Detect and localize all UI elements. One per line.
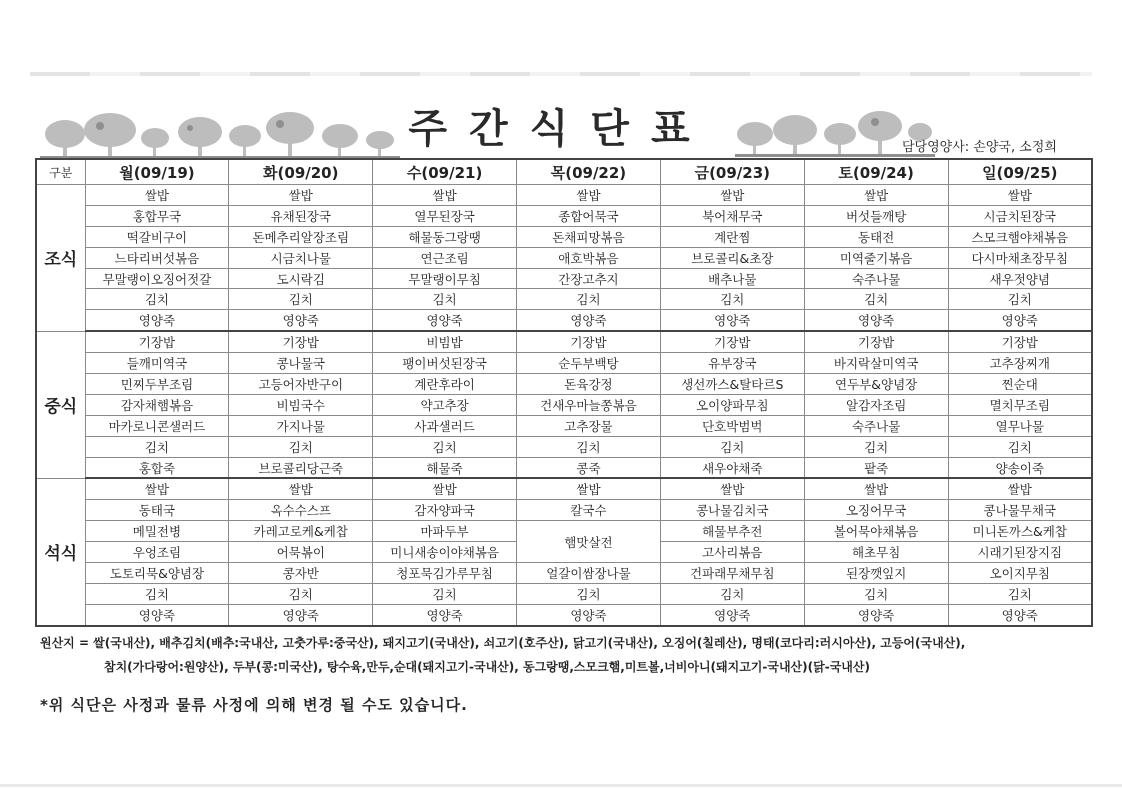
table-row <box>36 415 1092 436</box>
menu-cell: 쌀밥 <box>804 478 948 499</box>
table-row <box>36 185 1092 206</box>
table-row <box>36 500 1092 521</box>
table-row <box>36 583 1092 604</box>
menu-cell: 김치 <box>373 289 517 310</box>
menu-cell: 영양죽 <box>517 604 661 625</box>
menu-cell: 계란후라이 <box>373 374 517 395</box>
menu-cell: 버섯들깨탕 <box>804 205 948 226</box>
menu-cell: 팽이버섯된장국 <box>373 353 517 374</box>
menu-cell: 찐순대 <box>948 374 1092 395</box>
change-notice: *위 식단은 사정과 물류 사정에 의해 변경 될 수도 있습니다. <box>40 696 468 714</box>
menu-cell: 영양죽 <box>373 310 517 331</box>
menu-cell: 쌀밥 <box>373 478 517 499</box>
menu-cell: 영양죽 <box>229 604 373 625</box>
menu-cell: 쌀밥 <box>229 185 373 206</box>
menu-cell: 된장깻잎지 <box>804 563 948 584</box>
meal-label: 중식 <box>36 331 85 478</box>
header-day: 금(09/23) <box>660 159 804 185</box>
menu-cell: 마파두부 <box>373 521 517 542</box>
menu-cell: 쌀밥 <box>948 478 1092 499</box>
menu-cell: 김치 <box>517 289 661 310</box>
menu-cell: 김치 <box>229 583 373 604</box>
menu-cell: 쌀밥 <box>517 478 661 499</box>
page-title: 주간식단표 <box>408 106 712 152</box>
origin-line-1: 원산지 = 쌀(국내산), 배추김치(배추:국내산, 고춧가루:중국산), 돼지고기(국내산), 쇠고기(호주산), 닭고기(국내산), 오징어(칠레산), 명태(코다리:러시아산), 고등어(국내산), <box>40 636 966 650</box>
menu-cell: 우엉조림 <box>85 542 229 563</box>
menu-cell: 쌀밥 <box>373 185 517 206</box>
menu-cell: 배추나물 <box>660 268 804 289</box>
menu-cell: 오이양파무침 <box>660 394 804 415</box>
menu-cell: 기장밥 <box>517 331 661 352</box>
menu-cell: 돈육강정 <box>517 374 661 395</box>
menu-cell: 김치 <box>517 436 661 457</box>
menu-cell: 콩나물국 <box>229 353 373 374</box>
menu-cell: 숙주나물 <box>804 415 948 436</box>
menu-cell: 기장밥 <box>804 331 948 352</box>
menu-cell: 기장밥 <box>229 331 373 352</box>
menu-cell: 김치 <box>373 583 517 604</box>
menu-cell: 쌀밥 <box>517 185 661 206</box>
menu-cell: 비빔국수 <box>229 394 373 415</box>
menu-cell: 김치 <box>660 289 804 310</box>
table-row <box>36 436 1092 457</box>
menu-cell: 고추장물 <box>517 415 661 436</box>
menu-cell: 도시락김 <box>229 268 373 289</box>
menu-cell: 감자양파국 <box>373 500 517 521</box>
menu-cell: 홍합죽 <box>85 457 229 478</box>
menu-cell: 김치 <box>804 436 948 457</box>
menu-cell: 감자채햄볶음 <box>85 394 229 415</box>
menu-cell: 영양죽 <box>229 310 373 331</box>
menu-cell: 다시마채초장무침 <box>948 247 1092 268</box>
menu-cell: 열무나물 <box>948 415 1092 436</box>
dietitian-label: 담당영양사: 손양국, 소정희 <box>902 140 1057 155</box>
menu-cell: 영양죽 <box>804 604 948 625</box>
table-row <box>36 457 1092 478</box>
menu-cell: 김치 <box>948 436 1092 457</box>
menu-cell: 미니돈까스&케찹 <box>948 521 1092 542</box>
menu-cell: 쌀밥 <box>85 478 229 499</box>
menu-cell: 마카로니콘샐러드 <box>85 415 229 436</box>
table-row <box>36 604 1092 625</box>
menu-cell: 김치 <box>804 289 948 310</box>
menu-cell: 새우야채죽 <box>660 457 804 478</box>
header-day: 수(09/21) <box>373 159 517 185</box>
menu-cell: 계란찜 <box>660 226 804 247</box>
menu-cell: 팥죽 <box>804 457 948 478</box>
menu-cell: 건새우마늘쫑볶음 <box>517 394 661 415</box>
menu-cell: 기장밥 <box>85 331 229 352</box>
menu-cell: 해초무침 <box>804 542 948 563</box>
menu-cell: 영양죽 <box>948 310 1092 331</box>
menu-cell: 영양죽 <box>660 604 804 625</box>
menu-cell: 쌀밥 <box>660 478 804 499</box>
menu-cell: 김치 <box>517 583 661 604</box>
menu-cell: 쌀밥 <box>660 185 804 206</box>
menu-cell: 어묵볶이 <box>229 542 373 563</box>
menu-cell: 연두부&양념장 <box>804 374 948 395</box>
weekly-menu-table <box>35 158 1093 627</box>
menu-cell: 도토리묵&양념장 <box>85 563 229 584</box>
header-gubun: 구분 <box>36 159 85 185</box>
header-day: 목(09/22) <box>517 159 661 185</box>
bottom-divider <box>0 784 1122 787</box>
menu-cell: 쌀밥 <box>229 478 373 499</box>
menu-cell: 숙주나물 <box>804 268 948 289</box>
menu-cell: 열무된장국 <box>373 205 517 226</box>
menu-cell: 가지나물 <box>229 415 373 436</box>
menu-cell: 김치 <box>229 289 373 310</box>
menu-cell: 건파래무채무침 <box>660 563 804 584</box>
meal-label: 석식 <box>36 478 85 625</box>
menu-cell: 쌀밥 <box>948 185 1092 206</box>
menu-cell: 김치 <box>660 436 804 457</box>
menu-cell: 유부장국 <box>660 353 804 374</box>
menu-cell: 양송이죽 <box>948 457 1092 478</box>
trees-decoration-icon <box>40 112 400 160</box>
menu-cell: 쌀밥 <box>804 185 948 206</box>
menu-cell: 애호박볶음 <box>517 247 661 268</box>
table-row <box>36 268 1092 289</box>
menu-cell: 김치 <box>948 583 1092 604</box>
menu-cell: 동태전 <box>804 226 948 247</box>
menu-cell: 김치 <box>85 583 229 604</box>
menu-cell: 연근조림 <box>373 247 517 268</box>
menu-cell: 영양죽 <box>85 604 229 625</box>
menu-cell: 기장밥 <box>660 331 804 352</box>
menu-cell: 유채된장국 <box>229 205 373 226</box>
menu-cell: 영양죽 <box>804 310 948 331</box>
table-row <box>36 374 1092 395</box>
menu-cell: 고추장찌개 <box>948 353 1092 374</box>
menu-cell: 콩나물무채국 <box>948 500 1092 521</box>
menu-cell: 떡갈비구이 <box>85 226 229 247</box>
origin-line-2: 참치(가다랑어:원양산), 두부(콩:미국산), 탕수육,만두,순대(돼지고기-국내산), 동그랑땡,스모크햄,미트볼,너비아니(돼지고기-국내산)(닭-국내산) <box>104 660 870 674</box>
table-row <box>36 310 1092 331</box>
header-day: 토(09/24) <box>804 159 948 185</box>
menu-cell: 멸치무조림 <box>948 394 1092 415</box>
meal-label: 조식 <box>36 185 85 332</box>
menu-cell: 김치 <box>229 436 373 457</box>
menu-cell: 시금치된장국 <box>948 205 1092 226</box>
menu-cell: 비빔밥 <box>373 331 517 352</box>
menu-cell: 민찌두부조림 <box>85 374 229 395</box>
menu-cell: 홍합무국 <box>85 205 229 226</box>
menu-cell: 고등어자반구이 <box>229 374 373 395</box>
menu-cell: 시래기된장지짐 <box>948 542 1092 563</box>
menu-cell: 미역줄기볶음 <box>804 247 948 268</box>
menu-cell: 김치 <box>804 583 948 604</box>
menu-cell: 콩죽 <box>517 457 661 478</box>
table-row <box>36 247 1092 268</box>
menu-cell: 바지락살미역국 <box>804 353 948 374</box>
menu-cell: 카레고로케&케찹 <box>229 521 373 542</box>
menu-cell: 동태국 <box>85 500 229 521</box>
header-day: 월(09/19) <box>85 159 229 185</box>
table-row <box>36 205 1092 226</box>
menu-cell: 스모크햄야채볶음 <box>948 226 1092 247</box>
menu-cell: 약고추장 <box>373 394 517 415</box>
menu-cell: 간장고추지 <box>517 268 661 289</box>
table-row <box>36 226 1092 247</box>
top-divider <box>30 72 1092 76</box>
menu-cell: 종합어묵국 <box>517 205 661 226</box>
menu-cell: 햄맛살전 <box>517 521 661 563</box>
table-header-row <box>36 159 1092 185</box>
menu-cell: 브로콜리&초장 <box>660 247 804 268</box>
menu-cell: 영양죽 <box>948 604 1092 625</box>
menu-cell: 해물동그랑땡 <box>373 226 517 247</box>
menu-cell: 브로콜리당근죽 <box>229 457 373 478</box>
menu-cell: 청포묵김가루무침 <box>373 563 517 584</box>
menu-cell: 콩나물김치국 <box>660 500 804 521</box>
menu-cell: 생선까스&탈타르S <box>660 374 804 395</box>
menu-cell: 무말랭이오징어젓갈 <box>85 268 229 289</box>
menu-cell: 무말랭이무침 <box>373 268 517 289</box>
menu-cell: 돈메추리알장조림 <box>229 226 373 247</box>
table-row <box>36 394 1092 415</box>
menu-cell: 해물죽 <box>373 457 517 478</box>
table-row <box>36 478 1092 499</box>
menu-cell: 느타리버섯볶음 <box>85 247 229 268</box>
menu-cell: 순두부백탕 <box>517 353 661 374</box>
menu-cell: 콩자반 <box>229 563 373 584</box>
menu-cell: 김치 <box>660 583 804 604</box>
menu-cell: 영양죽 <box>85 310 229 331</box>
table-row <box>36 563 1092 584</box>
table-row <box>36 289 1092 310</box>
header-day: 화(09/20) <box>229 159 373 185</box>
menu-cell: 북어채무국 <box>660 205 804 226</box>
menu-cell: 김치 <box>85 436 229 457</box>
menu-cell: 오징어무국 <box>804 500 948 521</box>
menu-cell: 고사리볶음 <box>660 542 804 563</box>
menu-cell: 칼국수 <box>517 500 661 521</box>
menu-cell: 얼갈이쌈장나물 <box>517 563 661 584</box>
menu-cell: 사과샐러드 <box>373 415 517 436</box>
menu-cell: 기장밥 <box>948 331 1092 352</box>
menu-cell: 볼어묵야채볶음 <box>804 521 948 542</box>
menu-cell: 영양죽 <box>373 604 517 625</box>
menu-cell: 김치 <box>948 289 1092 310</box>
menu-cell: 쌀밥 <box>85 185 229 206</box>
table-row <box>36 353 1092 374</box>
menu-cell: 김치 <box>373 436 517 457</box>
origin-info <box>40 631 1090 679</box>
menu-cell: 시금치나물 <box>229 247 373 268</box>
menu-cell: 해물부추전 <box>660 521 804 542</box>
menu-cell: 메밀전병 <box>85 521 229 542</box>
menu-cell: 들깨미역국 <box>85 353 229 374</box>
menu-cell: 영양죽 <box>660 310 804 331</box>
menu-cell: 미니새송이야채볶음 <box>373 542 517 563</box>
menu-cell: 새우젓양념 <box>948 268 1092 289</box>
menu-cell: 영양죽 <box>517 310 661 331</box>
menu-cell: 김치 <box>85 289 229 310</box>
table-row <box>36 331 1092 352</box>
header-day: 일(09/25) <box>948 159 1092 185</box>
menu-cell: 돈채피망볶음 <box>517 226 661 247</box>
menu-cell: 알감자조림 <box>804 394 948 415</box>
table-row <box>36 521 1092 542</box>
menu-cell: 오이지무침 <box>948 563 1092 584</box>
menu-cell: 단호박범벅 <box>660 415 804 436</box>
menu-cell: 옥수수스프 <box>229 500 373 521</box>
